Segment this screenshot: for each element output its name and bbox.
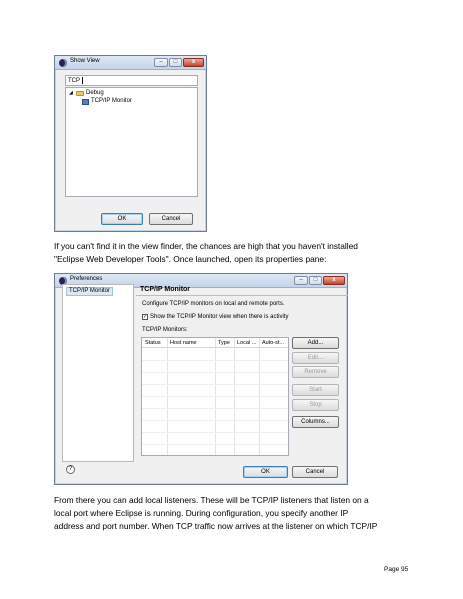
page-title: TCP/IP Monitor [140, 286, 191, 293]
row-divider [142, 360, 288, 361]
preferences-cancel-button[interactable]: Cancel [292, 466, 338, 478]
show-view-title-bar [55, 56, 206, 70]
column-status[interactable]: Status [145, 340, 161, 346]
page-number: Page 95 [384, 566, 409, 573]
folder-icon [76, 91, 84, 96]
tree-folder-label[interactable]: Debug [86, 90, 104, 96]
remove-monitor-button[interactable]: Remove [292, 366, 339, 378]
edit-monitor-button[interactable]: Edit... [292, 352, 339, 364]
row-divider [142, 372, 288, 373]
columns-button[interactable]: Columns... [292, 416, 339, 428]
paragraph-2-line-1: From there you can add local listeners. These will be TCP/IP listeners that listen on a [54, 495, 369, 505]
paragraph-1-line-1: If you can't find it in the view finder, the chances are high that you haven't installed [54, 241, 358, 251]
preferences-nav-tree[interactable] [62, 284, 134, 462]
text-cursor [82, 77, 83, 84]
show-view-dialog [54, 55, 207, 232]
tree-expand-triangle-icon[interactable]: ◢ [69, 90, 73, 96]
column-host-name[interactable]: Host name [170, 340, 197, 346]
minimize-button[interactable]: – [294, 276, 308, 285]
page-header [136, 284, 348, 296]
view-filter-value: TCP [68, 77, 80, 84]
monitors-table[interactable] [141, 337, 289, 456]
nav-item-tcp-ip-monitor[interactable]: TCP/IP Monitor [66, 287, 113, 296]
preferences-title: Preferences [70, 276, 103, 282]
page-description: Configure TCP/IP monitors on local and remote ports. [142, 301, 285, 307]
eclipse-logo-icon [59, 59, 67, 67]
paragraph-2-line-2: local port where Eclipse is running. During configuration, you specify another IP [54, 508, 349, 518]
preferences-ok-button[interactable]: OK [243, 466, 288, 478]
view-tree[interactable] [65, 87, 198, 197]
column-type[interactable]: Type [218, 340, 230, 346]
row-divider [142, 432, 288, 433]
help-icon[interactable]: ? [66, 465, 75, 474]
paragraph-1-line-2: "Eclipse Web Developer Tools". Once launched, open its properties pane: [54, 254, 327, 264]
show-view-checkbox[interactable]: ✓ [143, 314, 148, 320]
show-view-checkbox-label: Show the TCP/IP Monitor view when there is activity [150, 314, 289, 320]
close-button[interactable]: x [183, 58, 204, 67]
add-monitor-button[interactable]: Add... [292, 337, 339, 349]
column-local[interactable]: Local ... [237, 340, 257, 346]
minimize-button[interactable]: – [154, 58, 168, 67]
maximize-button[interactable]: □ [309, 276, 322, 285]
row-divider [142, 384, 288, 385]
row-divider [142, 396, 288, 397]
show-view-ok-button[interactable]: OK [101, 213, 143, 225]
start-monitor-button[interactable]: Start [292, 384, 339, 396]
column-auto-start[interactable]: Auto-st... [262, 340, 285, 346]
row-divider [142, 444, 288, 445]
paragraph-2-line-3: address and port number. When TCP traffic now arrives at the listener on which TCP/IP [54, 521, 378, 531]
row-divider [142, 420, 288, 421]
close-button[interactable]: x [323, 276, 345, 285]
tree-item-label[interactable]: TCP/IP Monitor [91, 98, 132, 104]
maximize-button[interactable]: □ [169, 58, 182, 67]
stop-monitor-button[interactable]: Stop [292, 399, 339, 411]
row-divider [142, 408, 288, 409]
monitor-view-icon [82, 99, 89, 105]
view-filter-input[interactable] [65, 75, 198, 86]
monitors-label: TCP/IP Monitors: [142, 327, 188, 333]
show-view-title: Show View [70, 58, 100, 64]
show-view-cancel-button[interactable]: Cancel [149, 213, 193, 225]
